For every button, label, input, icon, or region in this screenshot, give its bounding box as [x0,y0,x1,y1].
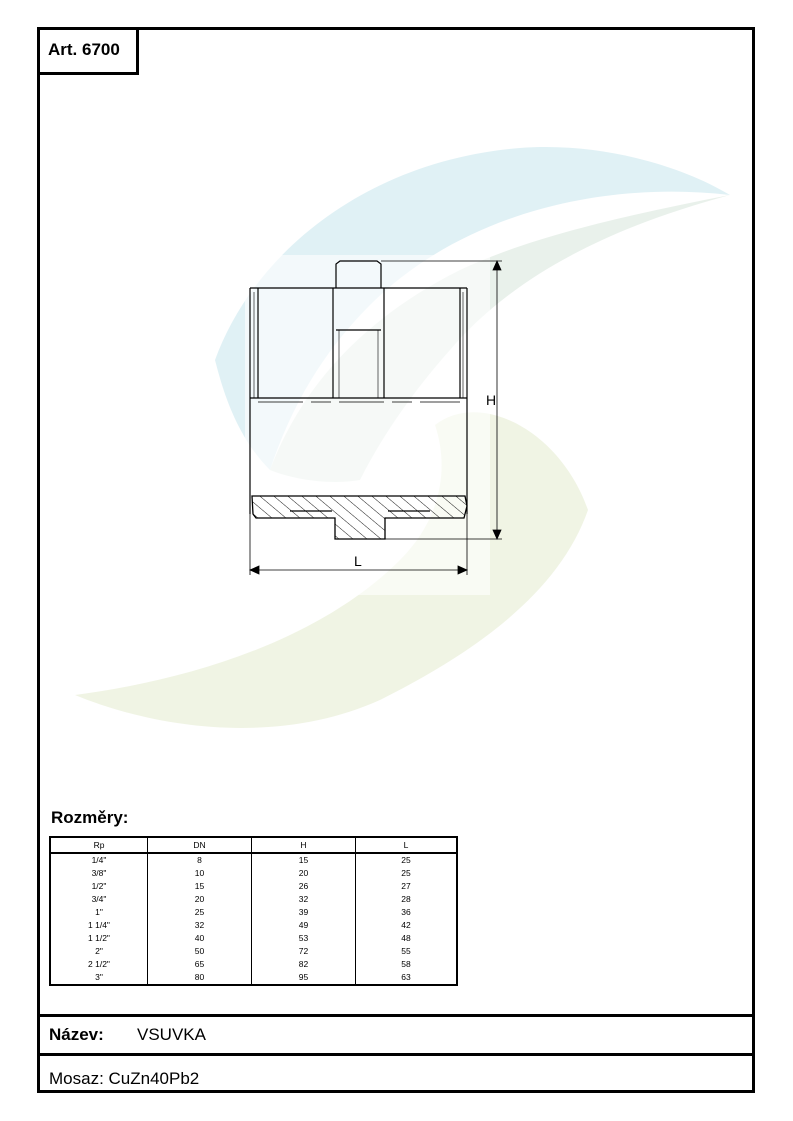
datasheet-frame [37,27,755,1093]
table-cell-l: 25 [356,853,458,867]
column-header-h: H [252,837,356,853]
dimension-h-label: H [486,392,497,408]
table-cell-rp: 3/8" [91,868,107,878]
table-cell-rp: 2" [95,946,103,956]
name-row [40,1014,752,1056]
table-row [50,919,457,932]
name-label: Název: [49,1025,104,1044]
table-cell-l: 55 [356,945,458,958]
table-cell-h: 32 [252,893,356,906]
table-cell-dn: 8 [148,853,252,867]
table-cell-dn: 32 [148,919,252,932]
table-row [50,880,457,893]
table-cell-dn: 50 [148,945,252,958]
column-header-dn: DN [148,837,252,853]
table-cell-dn: 40 [148,932,252,945]
table-cell-rp: 1/4" [91,855,107,865]
table-cell-rp: 3" [95,972,103,982]
table-cell-h: 72 [252,945,356,958]
table-cell-l: 42 [356,919,458,932]
table-cell-rp: 1 1/2" [88,933,110,943]
table-cell-l: 48 [356,932,458,945]
table-row [50,945,457,958]
table-cell-rp: 1 1/4" [88,920,110,930]
table-cell-h: 82 [252,958,356,971]
table-cell-dn: 15 [148,880,252,893]
column-header-rp: Rp [50,837,148,853]
table-cell-dn: 10 [148,867,252,880]
table-row [50,906,457,919]
table-row [50,932,457,945]
table-cell-l: 58 [356,958,458,971]
table-cell-h: 95 [252,971,356,985]
table-cell-l: 63 [356,971,458,985]
table-cell-rp: 2 1/2" [88,959,110,969]
table-cell-dn: 25 [148,906,252,919]
table-row [50,971,457,985]
table-cell-l: 36 [356,906,458,919]
table-row [50,958,457,971]
table-row [50,853,457,867]
dimensions-title: Rozměry: [51,808,129,827]
table-cell-rp: 3/4" [91,894,107,904]
dimensions-table [49,836,458,986]
table-cell-h: 20 [252,867,356,880]
column-header-l: L [356,837,458,853]
table-row [50,893,457,906]
table-cell-h: 26 [252,880,356,893]
table-cell-l: 25 [356,867,458,880]
table-cell-h: 53 [252,932,356,945]
table-cell-h: 15 [252,853,356,867]
dimension-l-label: L [354,553,362,569]
table-row [50,867,457,880]
table-cell-dn: 80 [148,971,252,985]
table-cell-rp: 1/2" [91,881,107,891]
table-cell-rp: 1" [95,907,103,917]
article-number: Art. 6700 [40,30,139,75]
fitting-drawing [40,30,752,810]
table-cell-dn: 20 [148,893,252,906]
table-cell-l: 28 [356,893,458,906]
table-cell-h: 49 [252,919,356,932]
table-header-row [50,837,457,853]
table-cell-dn: 65 [148,958,252,971]
table-cell-l: 27 [356,880,458,893]
name-value: VSUVKA [137,1025,206,1044]
material-text: Mosaz: CuZn40Pb2 [49,1069,200,1088]
table-cell-h: 39 [252,906,356,919]
